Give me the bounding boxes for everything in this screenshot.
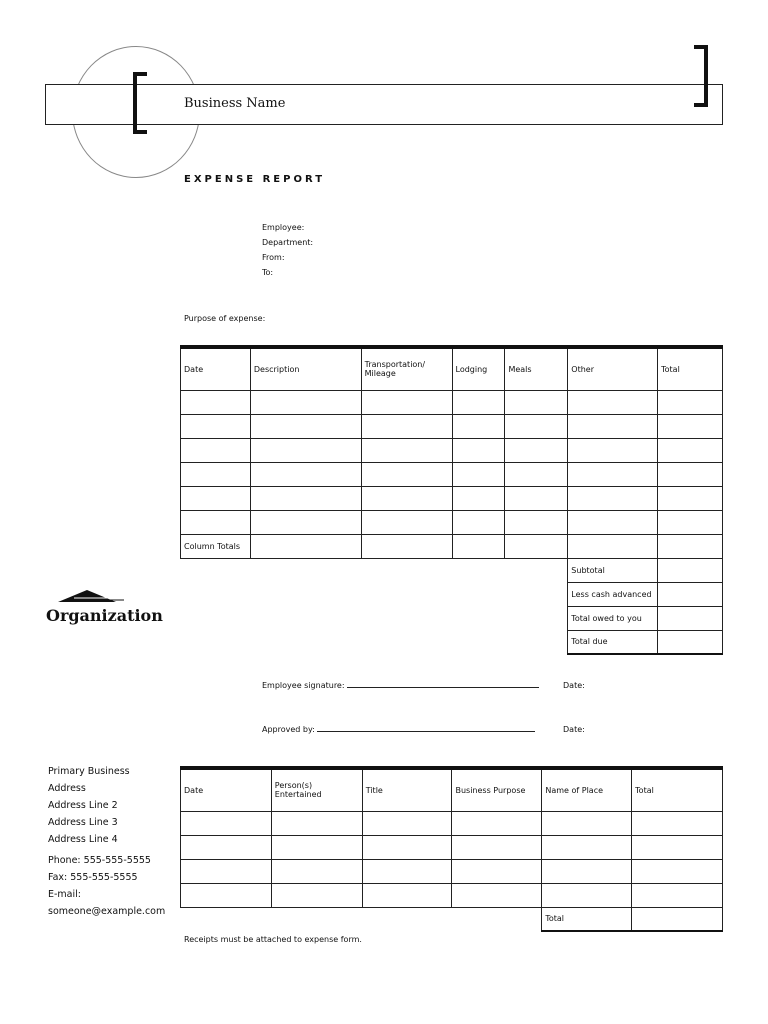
entertainment-table-header bbox=[181, 768, 723, 811]
table-cell[interactable] bbox=[181, 510, 251, 534]
table-cell[interactable] bbox=[568, 510, 658, 534]
header-total: Total bbox=[632, 768, 723, 811]
organization-name: Organization bbox=[46, 606, 163, 625]
table-cell[interactable] bbox=[361, 390, 452, 414]
primary-business-address: Primary Business Address bbox=[48, 766, 130, 794]
table-row bbox=[181, 390, 723, 414]
table-cell[interactable] bbox=[452, 510, 505, 534]
receipts-note: Receipts must be attached to expense form. bbox=[184, 935, 362, 944]
cash-advanced-value[interactable] bbox=[658, 582, 723, 606]
table-cell[interactable] bbox=[505, 438, 568, 462]
table-cell[interactable] bbox=[568, 534, 658, 558]
table-cell[interactable] bbox=[505, 390, 568, 414]
entertainment-total-row bbox=[181, 907, 723, 931]
table-cell[interactable] bbox=[181, 486, 251, 510]
table-cell[interactable] bbox=[505, 486, 568, 510]
table-row bbox=[181, 835, 723, 859]
entertainment-total-label: Total bbox=[542, 907, 632, 931]
signature-underline bbox=[317, 731, 535, 732]
address-line-3: Address Line 3 bbox=[48, 817, 118, 828]
table-cell[interactable] bbox=[250, 534, 361, 558]
table-cell[interactable] bbox=[542, 811, 632, 835]
table-cell[interactable] bbox=[250, 462, 361, 486]
table-cell[interactable] bbox=[181, 811, 272, 835]
table-cell[interactable] bbox=[362, 835, 452, 859]
expense-table-header bbox=[181, 347, 723, 390]
department-field[interactable]: Department: bbox=[262, 238, 314, 247]
signature-underline bbox=[347, 687, 539, 688]
employee-date-label[interactable]: Date: bbox=[563, 681, 585, 690]
fax: Fax: 555-555-5555 bbox=[48, 872, 138, 883]
table-cell[interactable] bbox=[361, 462, 452, 486]
table-cell[interactable] bbox=[361, 534, 452, 558]
spacer bbox=[181, 606, 568, 630]
email: E-mail: someone@example.com bbox=[48, 889, 166, 917]
total-owed-row bbox=[181, 606, 723, 630]
table-cell[interactable] bbox=[658, 534, 723, 558]
table-cell[interactable] bbox=[505, 534, 568, 558]
table-cell[interactable] bbox=[568, 390, 658, 414]
table-cell[interactable] bbox=[181, 438, 251, 462]
column-totals-label: Column Totals bbox=[181, 534, 251, 558]
table-cell[interactable] bbox=[568, 486, 658, 510]
cash-advanced-row bbox=[181, 582, 723, 606]
address-line-4: Address Line 4 bbox=[48, 834, 118, 845]
employee-field[interactable]: Employee: bbox=[262, 223, 305, 232]
table-cell[interactable] bbox=[632, 835, 723, 859]
header-total: Total bbox=[658, 347, 723, 390]
right-bracket-decoration bbox=[694, 45, 708, 107]
header-lodging: Lodging bbox=[452, 347, 505, 390]
table-cell[interactable] bbox=[542, 835, 632, 859]
table-row bbox=[181, 859, 723, 883]
table-cell[interactable] bbox=[452, 835, 542, 859]
header-business-purpose: Business Purpose bbox=[452, 768, 542, 811]
table-cell[interactable] bbox=[568, 414, 658, 438]
table-cell[interactable] bbox=[452, 486, 505, 510]
header-transportation: Transportation/ Mileage bbox=[361, 347, 452, 390]
subtotal-value[interactable] bbox=[658, 558, 723, 582]
table-cell[interactable] bbox=[271, 835, 362, 859]
table-cell[interactable] bbox=[181, 390, 251, 414]
table-cell[interactable] bbox=[452, 414, 505, 438]
report-title: EXPENSE REPORT bbox=[184, 174, 326, 185]
table-cell[interactable] bbox=[658, 438, 723, 462]
employee-signature-label: Employee signature: bbox=[262, 681, 345, 690]
address-line-2: Address Line 2 bbox=[48, 800, 118, 811]
header-name-of-place: Name of Place bbox=[542, 768, 632, 811]
phone: Phone: 555-555-5555 bbox=[48, 855, 151, 866]
table-cell[interactable] bbox=[452, 390, 505, 414]
table-cell[interactable] bbox=[505, 462, 568, 486]
table-cell[interactable] bbox=[452, 534, 505, 558]
header-date: Date bbox=[181, 768, 272, 811]
total-due-value[interactable] bbox=[658, 630, 723, 654]
purpose-field[interactable]: Purpose of expense: bbox=[184, 314, 266, 323]
table-cell[interactable] bbox=[568, 462, 658, 486]
subtotal-label: Subtotal bbox=[568, 558, 658, 582]
table-cell[interactable] bbox=[658, 510, 723, 534]
table-cell[interactable] bbox=[452, 462, 505, 486]
table-cell[interactable] bbox=[361, 510, 452, 534]
table-cell[interactable] bbox=[505, 414, 568, 438]
table-cell[interactable] bbox=[271, 883, 362, 907]
table-cell[interactable] bbox=[271, 811, 362, 835]
table-cell[interactable] bbox=[181, 414, 251, 438]
table-cell[interactable] bbox=[505, 510, 568, 534]
table-cell[interactable] bbox=[181, 883, 272, 907]
header-date: Date bbox=[181, 347, 251, 390]
total-due-label: Total due bbox=[568, 630, 658, 654]
table-cell[interactable] bbox=[452, 438, 505, 462]
table-cell[interactable] bbox=[632, 811, 723, 835]
table-cell[interactable] bbox=[362, 811, 452, 835]
subtotal-row bbox=[181, 558, 723, 582]
total-owed-label: Total owed to you bbox=[568, 606, 658, 630]
table-cell[interactable] bbox=[271, 859, 362, 883]
total-due-row bbox=[181, 630, 723, 654]
table-cell[interactable] bbox=[181, 859, 272, 883]
table-cell[interactable] bbox=[181, 462, 251, 486]
table-cell[interactable] bbox=[362, 859, 452, 883]
table-cell[interactable] bbox=[181, 835, 272, 859]
cash-advanced-label: Less cash advanced bbox=[568, 582, 658, 606]
table-row bbox=[181, 438, 723, 462]
table-cell[interactable] bbox=[361, 486, 452, 510]
header-meals: Meals bbox=[505, 347, 568, 390]
entertainment-table bbox=[180, 766, 723, 932]
table-cell[interactable] bbox=[452, 883, 542, 907]
table-cell[interactable] bbox=[362, 883, 452, 907]
table-row bbox=[181, 883, 723, 907]
table-cell[interactable] bbox=[658, 414, 723, 438]
approved-date-label[interactable]: Date: bbox=[563, 725, 585, 734]
spacer bbox=[181, 582, 568, 606]
spacer bbox=[181, 630, 568, 654]
table-cell[interactable] bbox=[542, 859, 632, 883]
expense-table bbox=[180, 345, 723, 655]
table-cell[interactable] bbox=[658, 390, 723, 414]
total-owed-value[interactable] bbox=[658, 606, 723, 630]
table-cell[interactable] bbox=[658, 486, 723, 510]
table-cell[interactable] bbox=[568, 438, 658, 462]
table-row bbox=[181, 462, 723, 486]
column-totals-row bbox=[181, 534, 723, 558]
table-cell[interactable] bbox=[632, 859, 723, 883]
table-cell[interactable] bbox=[250, 438, 361, 462]
spacer bbox=[181, 907, 542, 931]
table-cell[interactable] bbox=[250, 510, 361, 534]
from-field[interactable]: From: bbox=[262, 253, 285, 262]
business-name: Business Name bbox=[184, 96, 286, 111]
entertainment-total-value[interactable] bbox=[632, 907, 723, 931]
header-persons-entertained: Person(s) Entertained bbox=[271, 768, 362, 811]
to-field[interactable]: To: bbox=[262, 268, 274, 277]
approved-by-label: Approved by: bbox=[262, 725, 315, 734]
table-cell[interactable] bbox=[452, 811, 542, 835]
table-cell[interactable] bbox=[542, 883, 632, 907]
approved-by-line[interactable] bbox=[262, 725, 535, 734]
header-title: Title bbox=[362, 768, 452, 811]
table-cell[interactable] bbox=[452, 859, 542, 883]
table-cell[interactable] bbox=[361, 438, 452, 462]
table-row bbox=[181, 510, 723, 534]
left-bracket-decoration bbox=[133, 72, 147, 134]
table-row bbox=[181, 486, 723, 510]
header-other: Other bbox=[568, 347, 658, 390]
table-cell[interactable] bbox=[250, 414, 361, 438]
table-cell[interactable] bbox=[250, 486, 361, 510]
table-row bbox=[181, 414, 723, 438]
employee-signature-line[interactable] bbox=[262, 681, 539, 690]
organization-logo-icon bbox=[46, 588, 128, 604]
spacer bbox=[181, 558, 568, 582]
header-description: Description bbox=[250, 347, 361, 390]
table-cell[interactable] bbox=[250, 390, 361, 414]
table-row bbox=[181, 811, 723, 835]
table-cell[interactable] bbox=[658, 462, 723, 486]
table-cell[interactable] bbox=[632, 883, 723, 907]
table-cell[interactable] bbox=[361, 414, 452, 438]
